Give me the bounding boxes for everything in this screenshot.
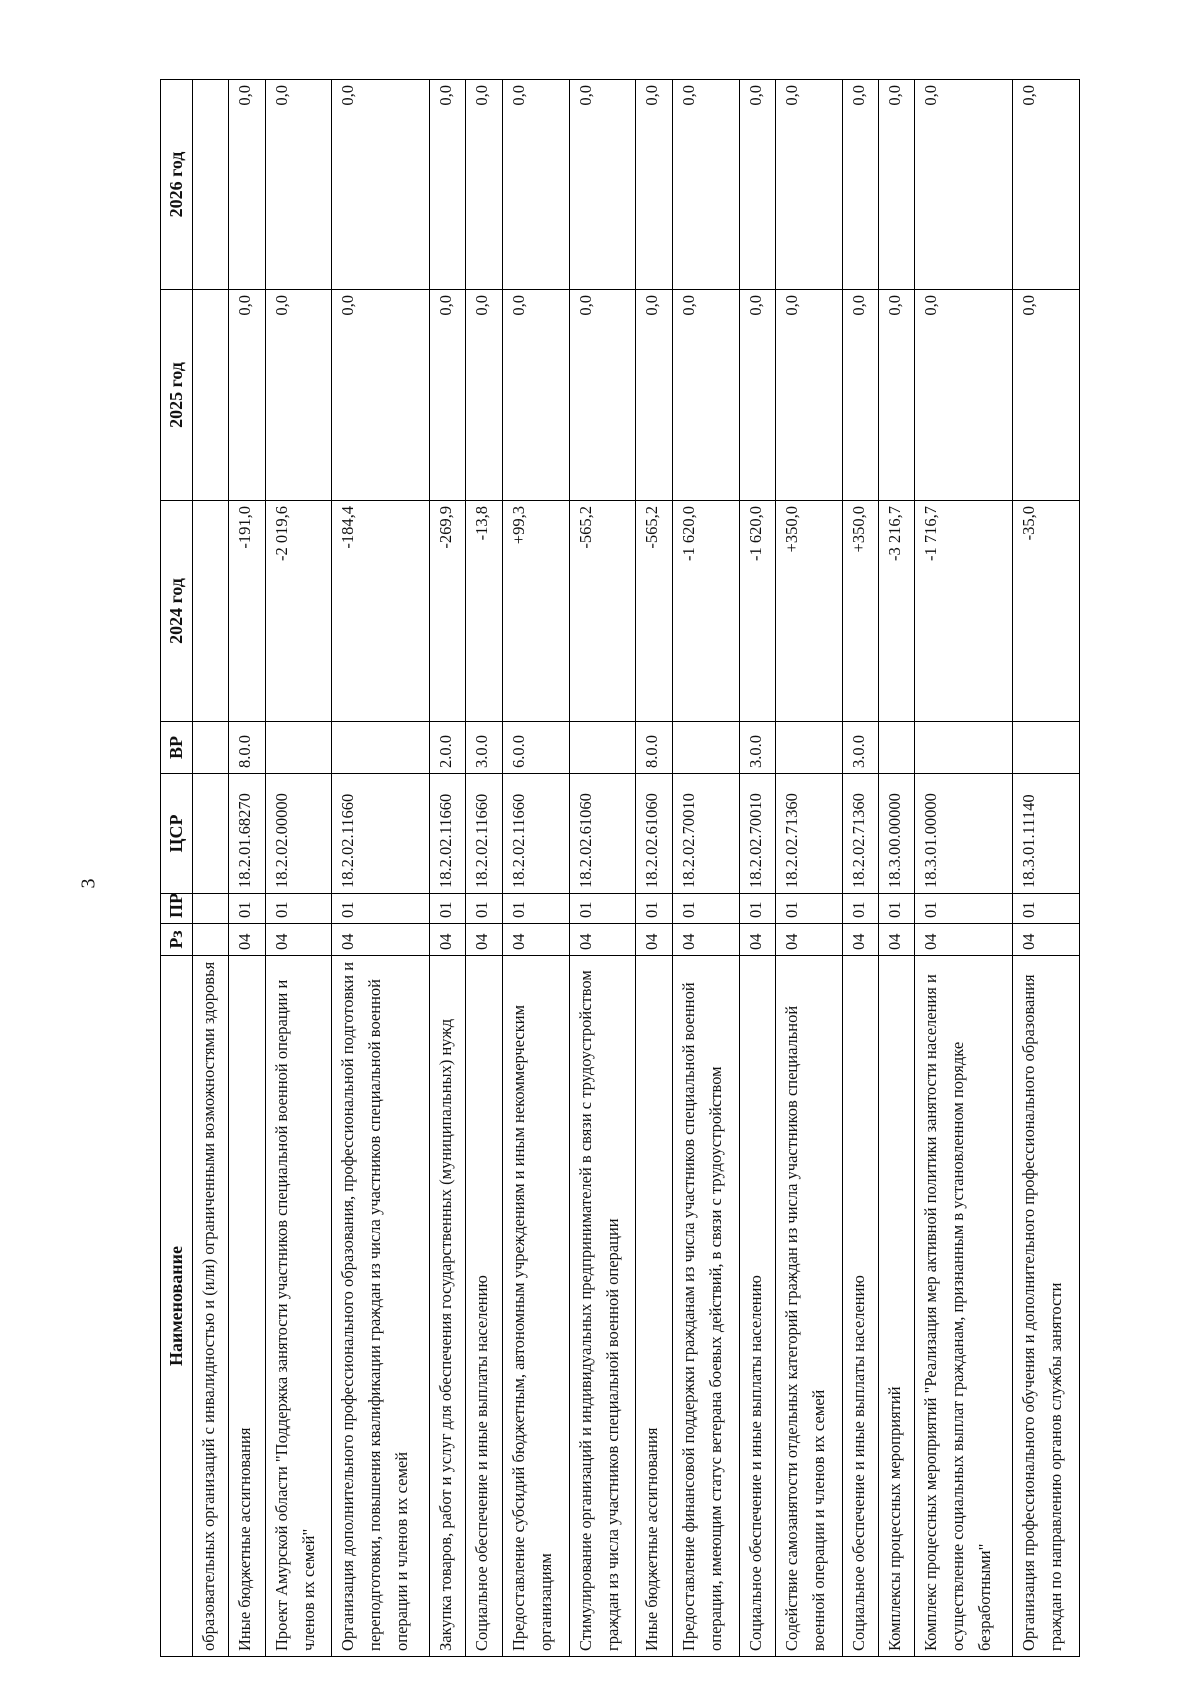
header-2024: 2024 год	[161, 501, 193, 722]
cell-vr	[879, 722, 915, 774]
table-row	[672, 80, 739, 1657]
cell-pr: 01	[842, 894, 878, 924]
header-2026: 2026 год	[161, 80, 193, 290]
cell-name: Социальное обеспечение и иные выплаты населению	[842, 956, 878, 1657]
cell-2024: -3 216,7	[879, 501, 915, 722]
cell-vr	[332, 722, 430, 774]
cell-name: Социальное обеспечение и иные выплаты населению	[739, 956, 775, 1657]
cell-vr: 8.0.0	[229, 722, 265, 774]
table-header-row	[161, 80, 193, 1657]
cell-2026: 0,0	[739, 80, 775, 290]
cell-2024: -1 716,7	[915, 501, 1013, 722]
cell-2025: 0,0	[332, 290, 430, 501]
cell-2024: -184,4	[332, 501, 430, 722]
cell-2026: 0,0	[332, 80, 430, 290]
cell-2026	[193, 80, 229, 290]
cell-csr: 18.2.02.70010	[739, 774, 775, 894]
cell-2024: -1 620,0	[672, 501, 739, 722]
cell-rz: 04	[672, 924, 739, 956]
cell-rz	[193, 924, 229, 956]
cell-csr: 18.3.01.00000	[915, 774, 1013, 894]
cell-vr: 3.0.0	[842, 722, 878, 774]
cell-rz: 04	[879, 924, 915, 956]
table-row	[569, 80, 636, 1657]
cell-csr: 18.3.01.11140	[1012, 774, 1079, 894]
cell-2024: +350,0	[842, 501, 878, 722]
cell-pr: 01	[1012, 894, 1079, 924]
table-row	[193, 80, 229, 1657]
cell-vr: 8.0.0	[636, 722, 672, 774]
table-row	[775, 80, 842, 1657]
cell-csr: 18.2.02.61060	[636, 774, 672, 894]
cell-name: Иные бюджетные ассигнования	[636, 956, 672, 1657]
cell-name: Комплекс процессных мероприятий "Реализация мер активной политики занятости населения и осуществление социальных выплат гражданам, признанным в установленном порядке безработными"	[915, 956, 1013, 1657]
table-row	[332, 80, 430, 1657]
cell-2026: 0,0	[265, 80, 332, 290]
cell-2024: -35,0	[1012, 501, 1079, 722]
cell-2026: 0,0	[775, 80, 842, 290]
cell-2025: 0,0	[430, 290, 466, 501]
cell-csr: 18.2.02.11660	[466, 774, 502, 894]
table-row	[502, 80, 569, 1657]
cell-rz: 04	[636, 924, 672, 956]
cell-2026: 0,0	[229, 80, 265, 290]
table-row	[466, 80, 502, 1657]
cell-2025: 0,0	[636, 290, 672, 501]
cell-vr: 2.0.0	[430, 722, 466, 774]
cell-2024	[193, 501, 229, 722]
cell-rz: 04	[739, 924, 775, 956]
cell-vr	[569, 722, 636, 774]
cell-2026: 0,0	[569, 80, 636, 290]
cell-pr: 01	[430, 894, 466, 924]
cell-2026: 0,0	[636, 80, 672, 290]
cell-vr	[775, 722, 842, 774]
cell-rz: 04	[332, 924, 430, 956]
cell-2026: 0,0	[502, 80, 569, 290]
cell-rz: 04	[915, 924, 1013, 956]
header-pr: ПР	[161, 894, 193, 924]
cell-rz: 04	[265, 924, 332, 956]
cell-2024: -269,9	[430, 501, 466, 722]
cell-pr: 01	[466, 894, 502, 924]
cell-rz: 04	[430, 924, 466, 956]
cell-2026: 0,0	[430, 80, 466, 290]
cell-csr: 18.2.02.70010	[672, 774, 739, 894]
table-row	[739, 80, 775, 1657]
cell-pr: 01	[636, 894, 672, 924]
cell-rz: 04	[466, 924, 502, 956]
table-row	[265, 80, 332, 1657]
cell-2024: -191,0	[229, 501, 265, 722]
cell-2024: -2 019,6	[265, 501, 332, 722]
cell-2025: 0,0	[569, 290, 636, 501]
header-name: Наименование	[161, 956, 193, 1657]
cell-rz: 04	[842, 924, 878, 956]
table-row	[229, 80, 265, 1657]
cell-2026: 0,0	[672, 80, 739, 290]
cell-2025: 0,0	[672, 290, 739, 501]
cell-csr: 18.3.00.00000	[879, 774, 915, 894]
cell-rz: 04	[229, 924, 265, 956]
cell-2025: 0,0	[229, 290, 265, 501]
cell-2025: 0,0	[1012, 290, 1079, 501]
cell-csr: 18.2.02.11660	[502, 774, 569, 894]
cell-vr: 6.0.0	[502, 722, 569, 774]
cell-pr: 01	[739, 894, 775, 924]
header-rz: Рз	[161, 924, 193, 956]
cell-name: Социальное обеспечение и иные выплаты населению	[466, 956, 502, 1657]
cell-pr: 01	[915, 894, 1013, 924]
cell-2026: 0,0	[1012, 80, 1079, 290]
cell-2024: -565,2	[636, 501, 672, 722]
cell-2025: 0,0	[466, 290, 502, 501]
cell-2026: 0,0	[842, 80, 878, 290]
cell-pr: 01	[879, 894, 915, 924]
cell-2025: 0,0	[739, 290, 775, 501]
cell-name: Иные бюджетные ассигнования	[229, 956, 265, 1657]
table-row	[915, 80, 1013, 1657]
table-row	[879, 80, 915, 1657]
table-row	[430, 80, 466, 1657]
cell-csr: 18.2.02.11660	[430, 774, 466, 894]
cell-csr: 18.2.02.71360	[842, 774, 878, 894]
cell-rz: 04	[569, 924, 636, 956]
cell-2025: 0,0	[915, 290, 1013, 501]
cell-vr: 3.0.0	[739, 722, 775, 774]
cell-2024: +99,3	[502, 501, 569, 722]
page-number: 3	[77, 878, 100, 889]
cell-2024: -565,2	[569, 501, 636, 722]
cell-2025: 0,0	[879, 290, 915, 501]
cell-2026: 0,0	[915, 80, 1013, 290]
budget-table-rotated	[160, 80, 1080, 1657]
cell-rz: 04	[775, 924, 842, 956]
cell-pr: 01	[775, 894, 842, 924]
cell-name: Организация профессионального обучения и дополнительного профессионального образования граждан по направлению органов службы занятости	[1012, 956, 1079, 1657]
cell-pr: 01	[672, 894, 739, 924]
cell-vr: 3.0.0	[466, 722, 502, 774]
cell-csr: 18.2.02.71360	[775, 774, 842, 894]
cell-2026: 0,0	[879, 80, 915, 290]
cell-name: Предоставление финансовой поддержки гражданам из числа участников специальной военной операции, имеющим статус ветерана боевых действий, в связи с трудоустройством	[672, 956, 739, 1657]
cell-2025: 0,0	[842, 290, 878, 501]
cell-pr: 01	[502, 894, 569, 924]
cell-csr: 18.2.02.11660	[332, 774, 430, 894]
cell-pr: 01	[229, 894, 265, 924]
cell-name: Организация дополнительного профессионального образования, профессиональной подготовки и переподготовки, повышения квалификации граждан из числа участников специальной военной операции и членов их семей	[332, 956, 430, 1657]
cell-2024: +350,0	[775, 501, 842, 722]
cell-vr	[193, 722, 229, 774]
cell-name: Стимулирование организаций и индивидуальных предпринимателей в связи с трудоустройством граждан из числа участников специальной военной операции	[569, 956, 636, 1657]
header-2025: 2025 год	[161, 290, 193, 501]
table-row	[636, 80, 672, 1657]
cell-vr	[1012, 722, 1079, 774]
cell-rz: 04	[1012, 924, 1079, 956]
cell-name: Предоставление субсидий бюджетным, автономным учреждениям и иным некоммерческим организациям	[502, 956, 569, 1657]
cell-vr	[672, 722, 739, 774]
cell-csr: 18.2.02.00000	[265, 774, 332, 894]
cell-pr	[193, 894, 229, 924]
cell-vr	[265, 722, 332, 774]
cell-2025: 0,0	[502, 290, 569, 501]
cell-pr: 01	[569, 894, 636, 924]
cell-name: Закупка товаров, работ и услуг для обеспечения государственных (муниципальных) нужд	[430, 956, 466, 1657]
cell-name: Комплексы процессных мероприятий	[879, 956, 915, 1657]
budget-table	[160, 79, 1080, 1657]
header-csr: ЦСР	[161, 774, 193, 894]
cell-csr: 18.2.02.61060	[569, 774, 636, 894]
cell-2024: -1 620,0	[739, 501, 775, 722]
cell-csr: 18.2.01.68270	[229, 774, 265, 894]
cell-csr	[193, 774, 229, 894]
cell-2025: 0,0	[265, 290, 332, 501]
cell-2025	[193, 290, 229, 501]
cell-rz: 04	[502, 924, 569, 956]
cell-2024: -13,8	[466, 501, 502, 722]
cell-vr	[915, 722, 1013, 774]
cell-name: образовательных организаций с инвалидностью и (или) ограниченными возможностями здоровья	[193, 956, 229, 1657]
table-row	[1012, 80, 1079, 1657]
cell-name: Содействие самозанятости отдельных категорий граждан из числа участников специальной военной операции и членов их семей	[775, 956, 842, 1657]
cell-2025: 0,0	[775, 290, 842, 501]
cell-pr: 01	[332, 894, 430, 924]
table-row	[842, 80, 878, 1657]
cell-2026: 0,0	[466, 80, 502, 290]
cell-pr: 01	[265, 894, 332, 924]
cell-name: Проект Амурской области "Поддержка занятости участников специальной военной операции и членов их семей"	[265, 956, 332, 1657]
header-vr: ВР	[161, 722, 193, 774]
